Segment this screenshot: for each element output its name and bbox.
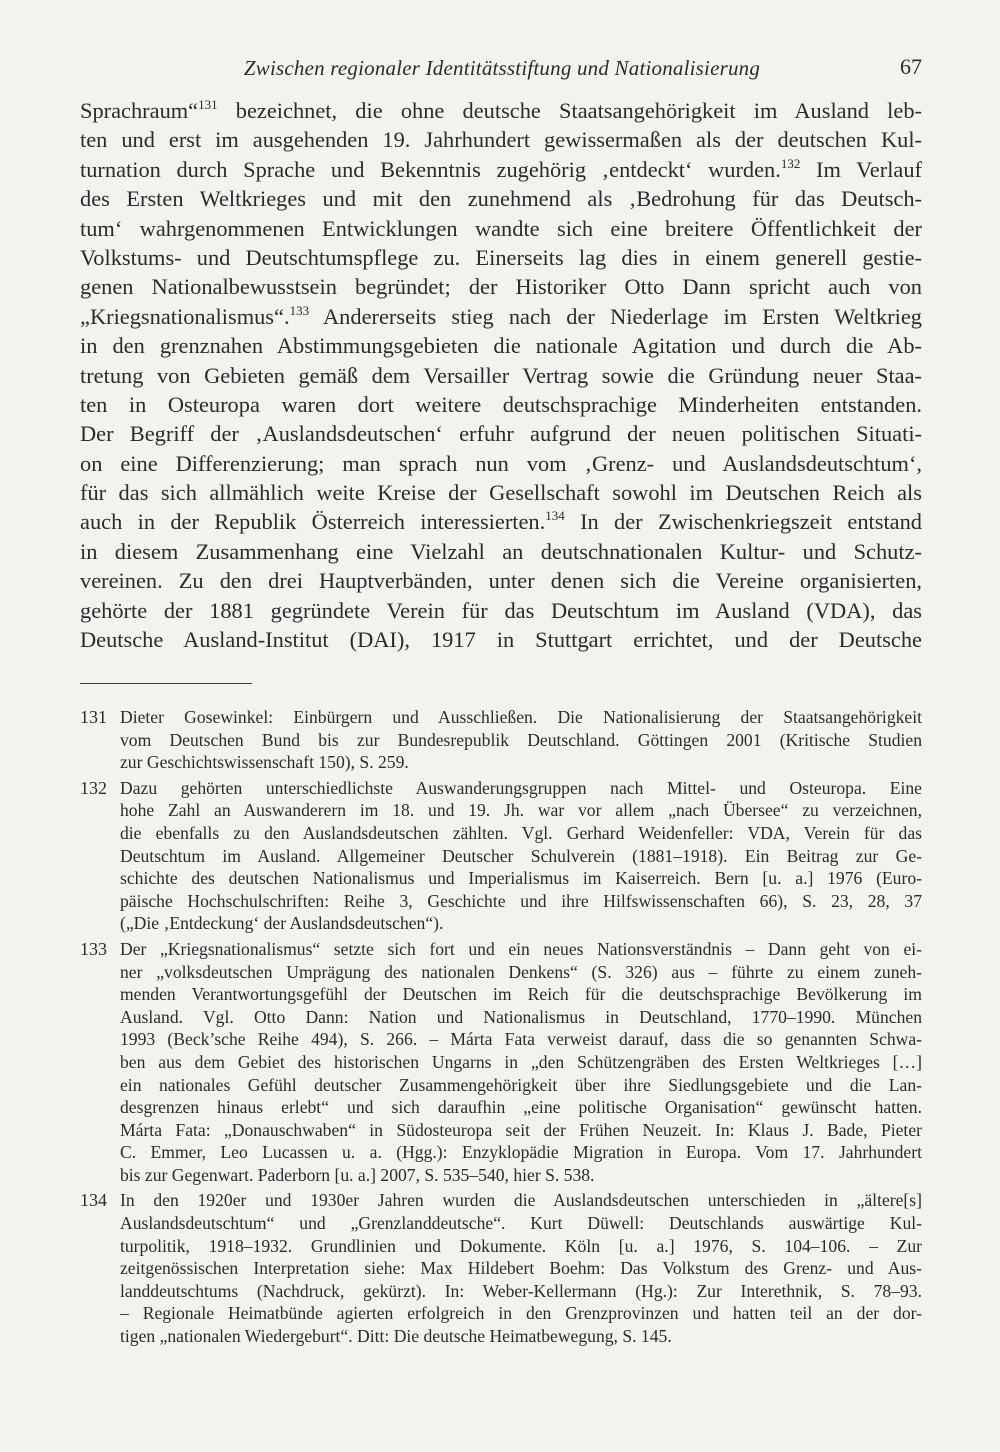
body-line [80,184,922,213]
body-text-run: tretung von Gebieten gemäß dem Versailler Vertrag sowie die Gründung neuer Staa- [80,362,922,388]
body-line [80,243,922,272]
footnote-number: 132 [80,777,107,798]
footnote-line: hohe Zahl an Auswanderern im 18. und 19. Jh. war vor allem „nach Übersee“ zu verzeichnen, [120,800,922,821]
body-text-run: in diesem Zusammenhang eine Vielzahl an deutschnationalen Kultur- und Schutz- [80,538,922,564]
body-text-run: für das sich allmählich weite Kreise der Gesellschaft sowohl im Deutschen Reich als [80,480,922,506]
body-line [80,214,922,243]
footnote-line: Auslandsdeutschtum“ und „Grenzlanddeutsche“. Kurt Düwell: Deutschlands auswärtige Kul- [120,1213,922,1234]
footnote-separator [80,683,252,684]
body-text-run: des Ersten Weltkrieges und mit den zunehmend als ‚Bedrohung für das Deutsch- [80,186,922,212]
body-line [80,419,922,448]
page-number: 67 [900,54,922,79]
footnotes [80,706,922,1351]
footnote-reference: 133 [289,302,310,318]
body-line [80,596,922,625]
footnote-line: 1993 (Beck’sche Reihe 494), S. 266. – Márta Fata verweist darauf, dass die so genannten Schwa- [120,1029,922,1050]
body-line [80,302,922,331]
footnote-line: vom Deutschen Bund bis zur Bundesrepublik Deutschland. Göttingen 2001 (Kritische Studien [120,729,922,750]
body-line [80,507,922,536]
running-head: Zwischen regionaler Identitätsstiftung und Nationalisierung [243,56,761,80]
body-text-run: auch in der Republik Österreich interessierten. [80,509,546,535]
footnote-line: landdeutschtums (Nachdruck, gekürzt). In: Weber-Kellermann (Hg.): Zur Interethnik, S. 78–93. [120,1280,922,1301]
footnote-line: – Regionale Heimatbünde agierten erfolgreich in den Grenzprovinzen und hatten teil an der dor- [120,1303,922,1324]
footnote-reference: 134 [545,508,565,524]
footnote-line: C. Emmer, Leo Lucassen u. a. (Hgg.): Enzyklopädie Migration in Europa. Vom 17. Jahrhundert [120,1142,922,1163]
footnote [80,1189,922,1347]
footnote-line: Márta Fata: „Donauschwaben“ in Südosteuropa seit der Frühen Neuzeit. In: Klaus J. Bade, Pieter [120,1119,922,1140]
footnote-line: („Die ‚Entdeckung‘ der Auslandsdeutschen“). [120,913,444,934]
footnote [80,706,922,774]
footnote-number: 133 [80,938,107,959]
body-line [80,625,922,654]
footnote-line: tigen „nationalen Wiedergeburt“. Ditt: Die deutsche Heimatbewegung, S. 145. [120,1326,672,1347]
body-text-run: Andererseits stieg nach der Niederlage im Ersten Weltkrieg [309,303,922,329]
body-text [80,96,922,654]
body-line [80,272,922,301]
footnote-line: schichte des deutschen Nationalismus und Imperialismus im Kaiserreich. Bern [u. a.] 1976 (Euro- [120,868,922,889]
footnote-number: 134 [80,1190,107,1211]
footnote-reference: 132 [780,155,801,171]
footnote-line: bis zur Gegenwart. Paderborn [u. a.] 2007, S. 535–540, hier S. 538. [120,1164,595,1185]
footnote-line: päische Hochschulschriften: Reihe 3, Geschichte und ihre Hilfswissenschaften 66), S. 23, 28, 37 [120,890,922,911]
footnote-line: Ausland. Vgl. Otto Dann: Nation und Nationalismus in Deutschland, 1770–1990. München [120,1006,922,1027]
body-text-run: in den grenznahen Abstimmungsgebieten die nationale Agitation und durch die Ab- [80,333,922,359]
body-text-run: In der Zwischenkriegszeit entstand [564,509,922,535]
body-line [80,537,922,566]
body-text-run: bezeichnet, die ohne deutsche Staatsangehörigkeit im Ausland leb- [217,98,922,123]
body-line [80,125,922,154]
body-line [80,155,922,184]
body-text-run: Volkstums- und Deutschtumspflege zu. Einerseits lag dies in einem generell gestie- [80,244,922,270]
body-text-run: Sprachraum“ [80,98,199,123]
footnote-line: ben aus dem Gebiet des historischen Ungarns in „den Schützengräben des Ersten Weltkrieges […] [120,1051,922,1072]
footnote-line: die ebenfalls zu den Auslandsdeutschen zählten. Vgl. Gerhard Weidenfeller: VDA, Verein für das [120,822,922,843]
footnote-line: Deutschtum im Ausland. Allgemeiner Deutscher Schulverein (1881–1918). Ein Beitrag zur Ge- [120,845,922,866]
footnote-line: Der „Kriegsnationalismus“ setzte sich fort und ein neues Nationsverständnis – Dann geht von ei- [120,938,922,959]
footnote-line: zur Geschichtswissenschaft 150), S. 259. [120,752,409,773]
footnote-line: menden Verantwortungsgefühl der Deutschen im Reich für die deutschsprachige Bevölkerung im [120,984,922,1005]
body-text-run: ten und erst im ausgehenden 19. Jahrhundert gewissermaßen als der deutschen Kul- [80,127,922,153]
body-text-run: on eine Differenzierung; man sprach nun vom ‚Grenz- und Auslandsdeutschtum‘, [80,450,922,476]
body-text-run: vereinen. Zu den drei Hauptverbänden, unter denen sich die Vereine organisierten, [80,568,922,594]
footnote-line: ner „volksdeutschen Umprägung des nationalen Denkens“ (S. 326) aus – führte zu einem zuneh- [120,961,922,982]
body-text-run: genen Nationalbewusstsein begründet; der Historiker Otto Dann spricht auch von [80,274,922,300]
body-text-run: gehörte der 1881 gegründete Verein für das Deutschtum im Ausland (VDA), das [80,597,922,623]
footnote [80,938,922,1187]
page-header [80,52,924,88]
body-text-run: Deutsche Ausland-Institut (DAI), 1917 in Stuttgart errichtet, und der Deutsche [80,627,922,653]
body-line [80,449,922,478]
footnote-line: In den 1920er und 1930er Jahren wurden die Auslandsdeutschen unterschieden in „ältere[s] [120,1190,922,1211]
body-line [80,478,922,507]
body-line [80,331,922,360]
body-text-run: Im Verlauf [800,156,922,182]
body-text-run: Der Begriff der ‚Auslandsdeutschen‘ erfuhr aufgrund der neuen politischen Situati- [80,421,922,447]
body-line [80,390,922,419]
body-text-run: „Kriegsnationalismus“. [80,303,290,329]
body-line [80,96,922,125]
footnote-line: zeitgenössischen Interpretation siehe: Max Hildebert Boehm: Das Volkstum des Grenz- und Aus- [120,1258,922,1279]
footnote-line: Dieter Gosewinkel: Einbürgern und Ausschließen. Die Nationalisierung der Staatsangehörigkeit [120,707,922,727]
body-text-run: turnation durch Sprache und Bekenntnis zugehörig ‚entdeckt‘ wurden. [80,156,781,182]
footnote [80,777,922,935]
footnote-line: Dazu gehörten unterschiedlichste Auswanderungsgruppen nach Mittel- und Osteuropa. Eine [120,777,922,798]
footnote-line: desgrenzen hinaus erlebt“ und sich daraufhin „eine politische Organisation“ gewünscht hatten. [120,1097,922,1118]
body-text-run: tum‘ wahrgenommenen Entwicklungen wandte sich eine breitere Öffentlichkeit der [80,215,922,241]
body-line [80,361,922,390]
body-text-run: ten in Osteuropa waren dort weitere deutschsprachige Minderheiten entstanden. [80,391,922,417]
footnote-line: turpolitik, 1918–1932. Grundlinien und Dokumente. Köln [u. a.] 1976, S. 104–106. – Zur [120,1235,922,1256]
footnote-line: ein nationales Gefühl deutscher Zusammengehörigkeit über ihre Siedlungsgebiete und die Lan- [120,1074,922,1095]
body-line [80,566,922,595]
footnote-number: 131 [80,707,107,727]
footnote-reference: 131 [198,97,218,112]
